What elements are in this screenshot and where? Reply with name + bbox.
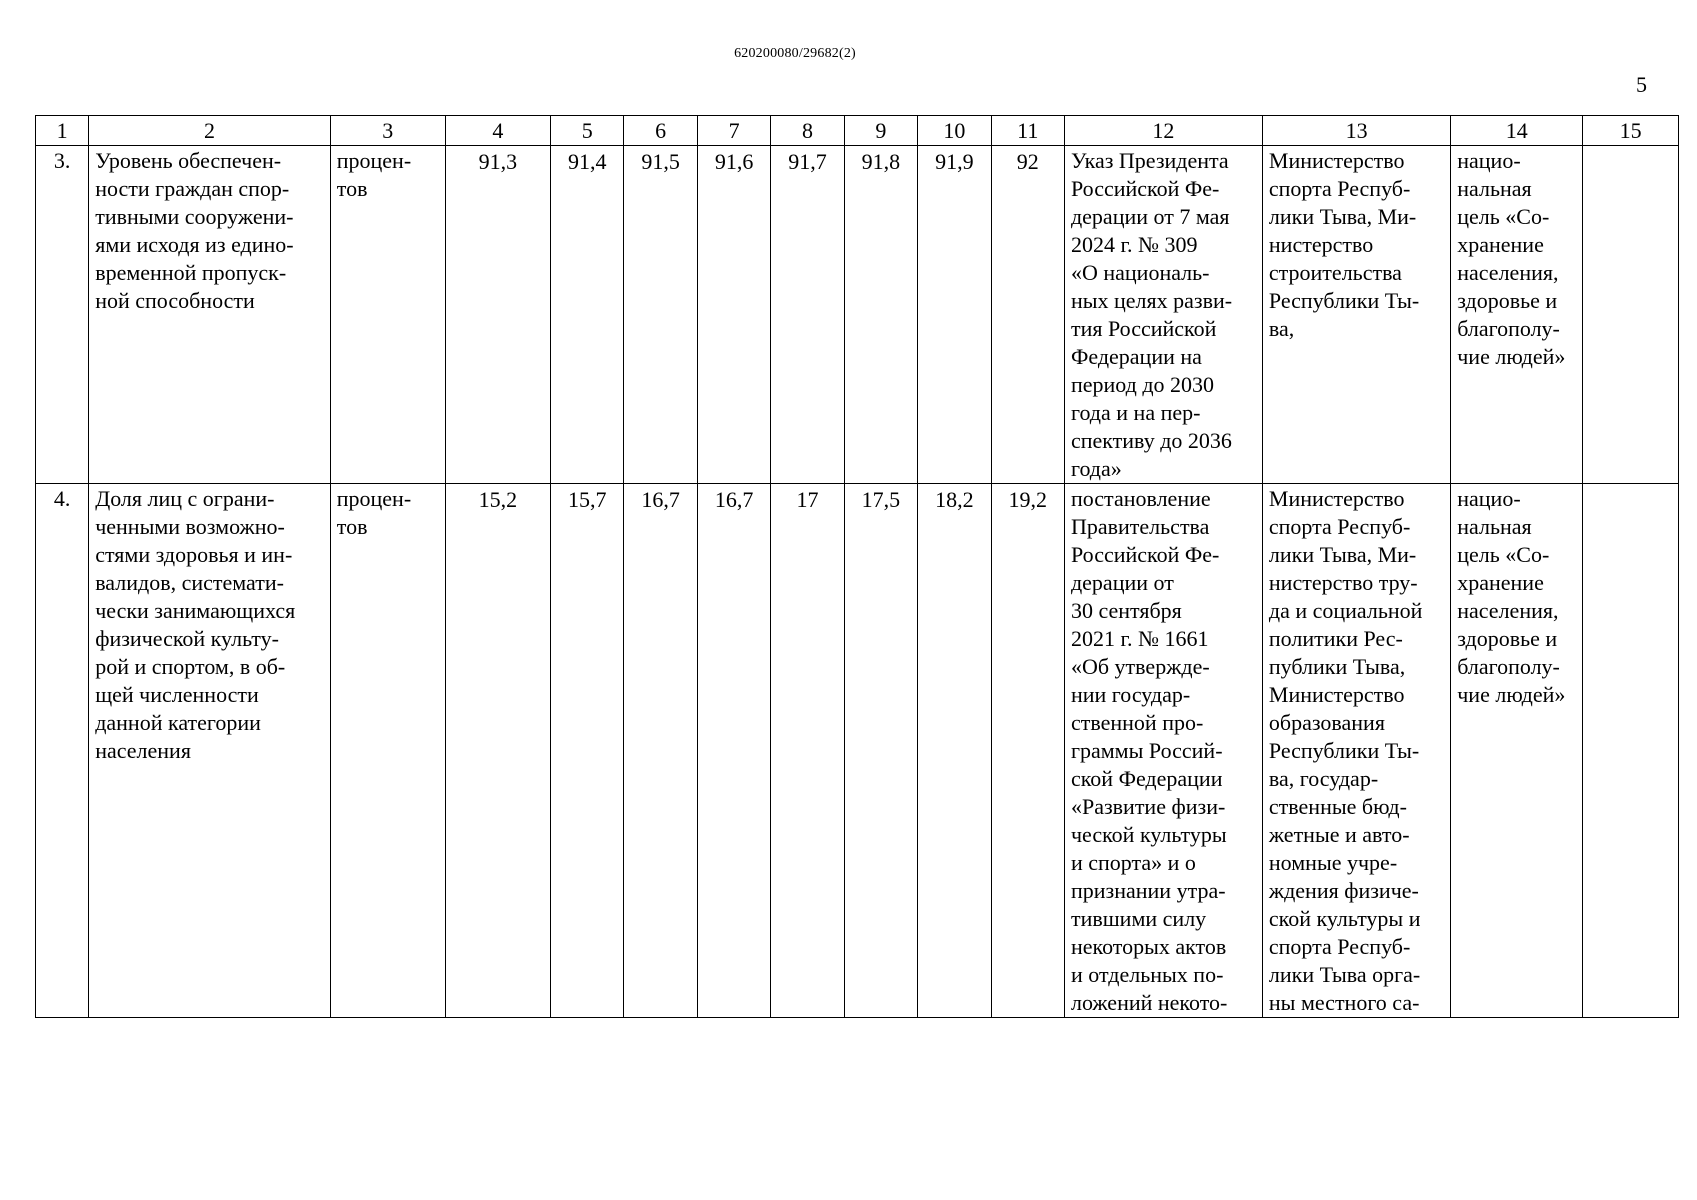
column-15-cell xyxy=(1583,146,1679,484)
indicator-value: 18,2 xyxy=(918,484,991,1018)
responsible-body: Министерство спорта Респуб- лики Тыва, Ми- нистерство тру- да и социальной политики Рес- публики Тыва, Министерство образования Республики Ты- ва, государ- ственные бюд- жетные и авто- номные учре- ждения физиче- ской культуры и спорта Респуб- лики Тыва орга- ны местного са- xyxy=(1262,484,1450,1018)
indicator-value: 91,5 xyxy=(624,146,697,484)
unit-of-measure: процен- тов xyxy=(330,146,445,484)
column-number: 1 xyxy=(36,116,89,146)
indicator-value: 15,7 xyxy=(551,484,624,1018)
legal-document: Указ Президента Российской Фе- дерации от 7 мая 2024 г. № 309 «О националь- ных целях разви- тия Российской Федерации на период до 2030 года и на пер- спективу до 2036 года» xyxy=(1064,146,1262,484)
indicator-value: 91,7 xyxy=(771,146,844,484)
indicator-value: 91,9 xyxy=(918,146,991,484)
indicator-value: 17 xyxy=(771,484,844,1018)
column-number: 5 xyxy=(551,116,624,146)
column-number: 10 xyxy=(918,116,991,146)
unit-of-measure: процен- тов xyxy=(330,484,445,1018)
column-number: 13 xyxy=(1262,116,1450,146)
column-number: 14 xyxy=(1451,116,1583,146)
column-number: 6 xyxy=(624,116,697,146)
indicator-name: Уровень обеспечен- ности граждан спор- тивными сооружени- ями исходя из едино- временной пропуск- ной способности xyxy=(89,146,331,484)
indicators-table xyxy=(35,115,1679,1018)
column-number: 8 xyxy=(771,116,844,146)
indicator-value: 91,4 xyxy=(551,146,624,484)
indicator-value: 17,5 xyxy=(844,484,917,1018)
column-number: 7 xyxy=(697,116,770,146)
table-row xyxy=(36,484,1679,1018)
column-number: 2 xyxy=(89,116,331,146)
indicator-value: 91,3 xyxy=(445,146,550,484)
indicator-value: 19,2 xyxy=(991,484,1064,1018)
row-number: 3. xyxy=(36,146,89,484)
row-number: 4. xyxy=(36,484,89,1018)
column-number: 9 xyxy=(844,116,917,146)
national-goal: нацио- нальная цель «Со- хранение населения, здоровье и благополу- чие людей» xyxy=(1451,146,1583,484)
indicator-value: 91,6 xyxy=(697,146,770,484)
legal-document: постановление Правительства Российской Фе- дерации от 30 сентября 2021 г. № 1661 «Об утвержде- нии государ- ственной про- граммы Россий- ской Федерации «Развитие физи- ческой культуры и спорта» и о признании утра- тившими силу некоторых актов и отдельных по- ложений некото- xyxy=(1064,484,1262,1018)
responsible-body: Министерство спорта Респуб- лики Тыва, Ми- нистерство строительства Республики Ты- ва, xyxy=(1262,146,1450,484)
page-number: 5 xyxy=(1636,72,1647,97)
column-number: 3 xyxy=(330,116,445,146)
indicator-value: 92 xyxy=(991,146,1064,484)
indicator-name: Доля лиц с ограни- ченными возможно- стями здоровья и ин- валидов, системати- чески занимающихся физической культу- рой и спортом, в об- щей численности данной категории населения xyxy=(89,484,331,1018)
column-15-cell xyxy=(1583,484,1679,1018)
indicator-value: 16,7 xyxy=(697,484,770,1018)
indicator-value: 15,2 xyxy=(445,484,550,1018)
table-row xyxy=(36,146,1679,484)
column-number: 11 xyxy=(991,116,1064,146)
indicator-value: 16,7 xyxy=(624,484,697,1018)
column-number: 15 xyxy=(1583,116,1679,146)
document-id: 620200080/29682(2) xyxy=(734,46,856,61)
column-number: 4 xyxy=(445,116,550,146)
column-number: 12 xyxy=(1064,116,1262,146)
indicator-value: 91,8 xyxy=(844,146,917,484)
national-goal: нацио- нальная цель «Со- хранение населения, здоровье и благополу- чие людей» xyxy=(1451,484,1583,1018)
column-number-row xyxy=(36,116,1679,146)
